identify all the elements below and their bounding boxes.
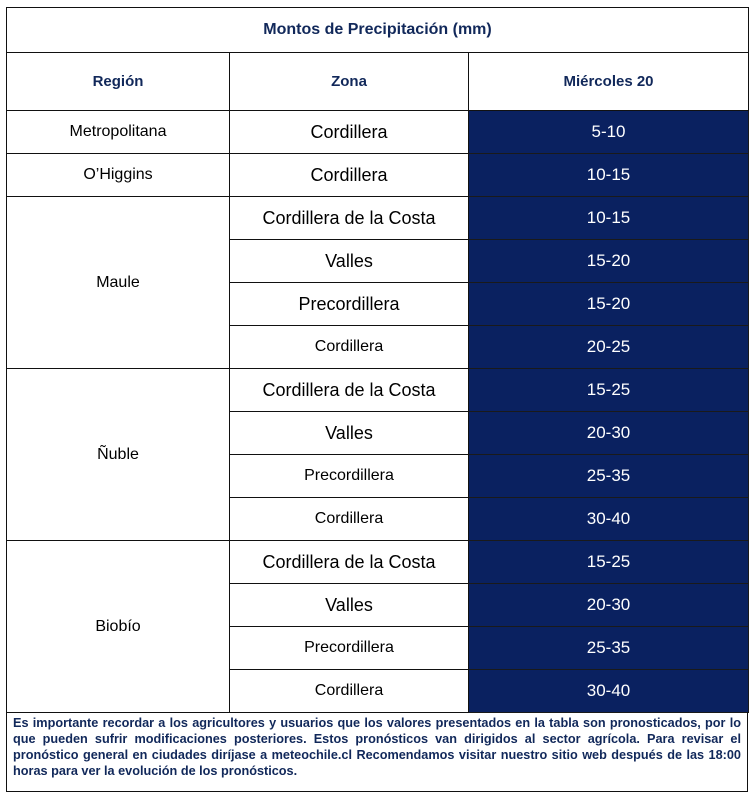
table-title: Montos de Precipitación (mm) xyxy=(7,8,749,53)
zona-cell: Valles xyxy=(230,412,469,455)
zona-cell: Precordillera xyxy=(230,627,469,670)
zona-cell: Cordillera xyxy=(230,154,469,197)
precip-value-cell: 15-20 xyxy=(469,240,749,283)
zona-cell: Cordillera xyxy=(230,498,469,541)
precip-value-cell: 15-25 xyxy=(469,541,749,584)
table-row xyxy=(7,197,749,240)
precip-value-cell: 25-35 xyxy=(469,455,749,498)
precip-value-cell: 10-15 xyxy=(469,154,749,197)
header-region: Región xyxy=(7,53,230,111)
precip-value-cell: 25-35 xyxy=(469,627,749,670)
table-row xyxy=(7,154,749,197)
zona-cell: Valles xyxy=(230,240,469,283)
precip-value-cell: 20-30 xyxy=(469,412,749,455)
zona-cell: Cordillera xyxy=(230,326,469,369)
header-zona: Zona xyxy=(230,53,469,111)
zona-cell: Valles xyxy=(230,584,469,627)
region-cell: O’Higgins xyxy=(7,154,230,197)
precip-value-cell: 30-40 xyxy=(469,670,749,713)
zona-cell: Cordillera de la Costa xyxy=(230,197,469,240)
region-cell: Metropolitana xyxy=(7,111,230,154)
precip-value-cell: 20-25 xyxy=(469,326,749,369)
zona-cell: Cordillera de la Costa xyxy=(230,541,469,584)
precipitation-table xyxy=(6,7,749,713)
precip-value-cell: 5-10 xyxy=(469,111,749,154)
disclaimer-note: Es importante recordar a los agricultores y usuarios que los valores presentados en la tabla son pronosticados, por lo que pueden sufrir modificaciones posteriores. Estos pronósticos van dirigidos al sector agrícola. Para revisar el pronóstico general en ciudades diríjase a meteochile.cl Recomendamos visitar nuestro sitio web después de las 18:00 horas para ver la evolución de los pronósticos. xyxy=(6,712,748,792)
zona-cell: Cordillera xyxy=(230,111,469,154)
precip-value-cell: 15-25 xyxy=(469,369,749,412)
table-row xyxy=(7,369,749,412)
header-dia: Miércoles 20 xyxy=(469,53,749,111)
region-cell: Biobío xyxy=(7,541,230,713)
region-cell: Ñuble xyxy=(7,369,230,541)
precip-value-cell: 15-20 xyxy=(469,283,749,326)
zona-cell: Cordillera de la Costa xyxy=(230,369,469,412)
zona-cell: Precordillera xyxy=(230,455,469,498)
precip-value-cell: 10-15 xyxy=(469,197,749,240)
precip-value-cell: 30-40 xyxy=(469,498,749,541)
region-cell: Maule xyxy=(7,197,230,369)
table-row xyxy=(7,541,749,584)
precip-value-cell: 20-30 xyxy=(469,584,749,627)
zona-cell: Cordillera xyxy=(230,670,469,713)
zona-cell: Precordillera xyxy=(230,283,469,326)
table-row xyxy=(7,111,749,154)
